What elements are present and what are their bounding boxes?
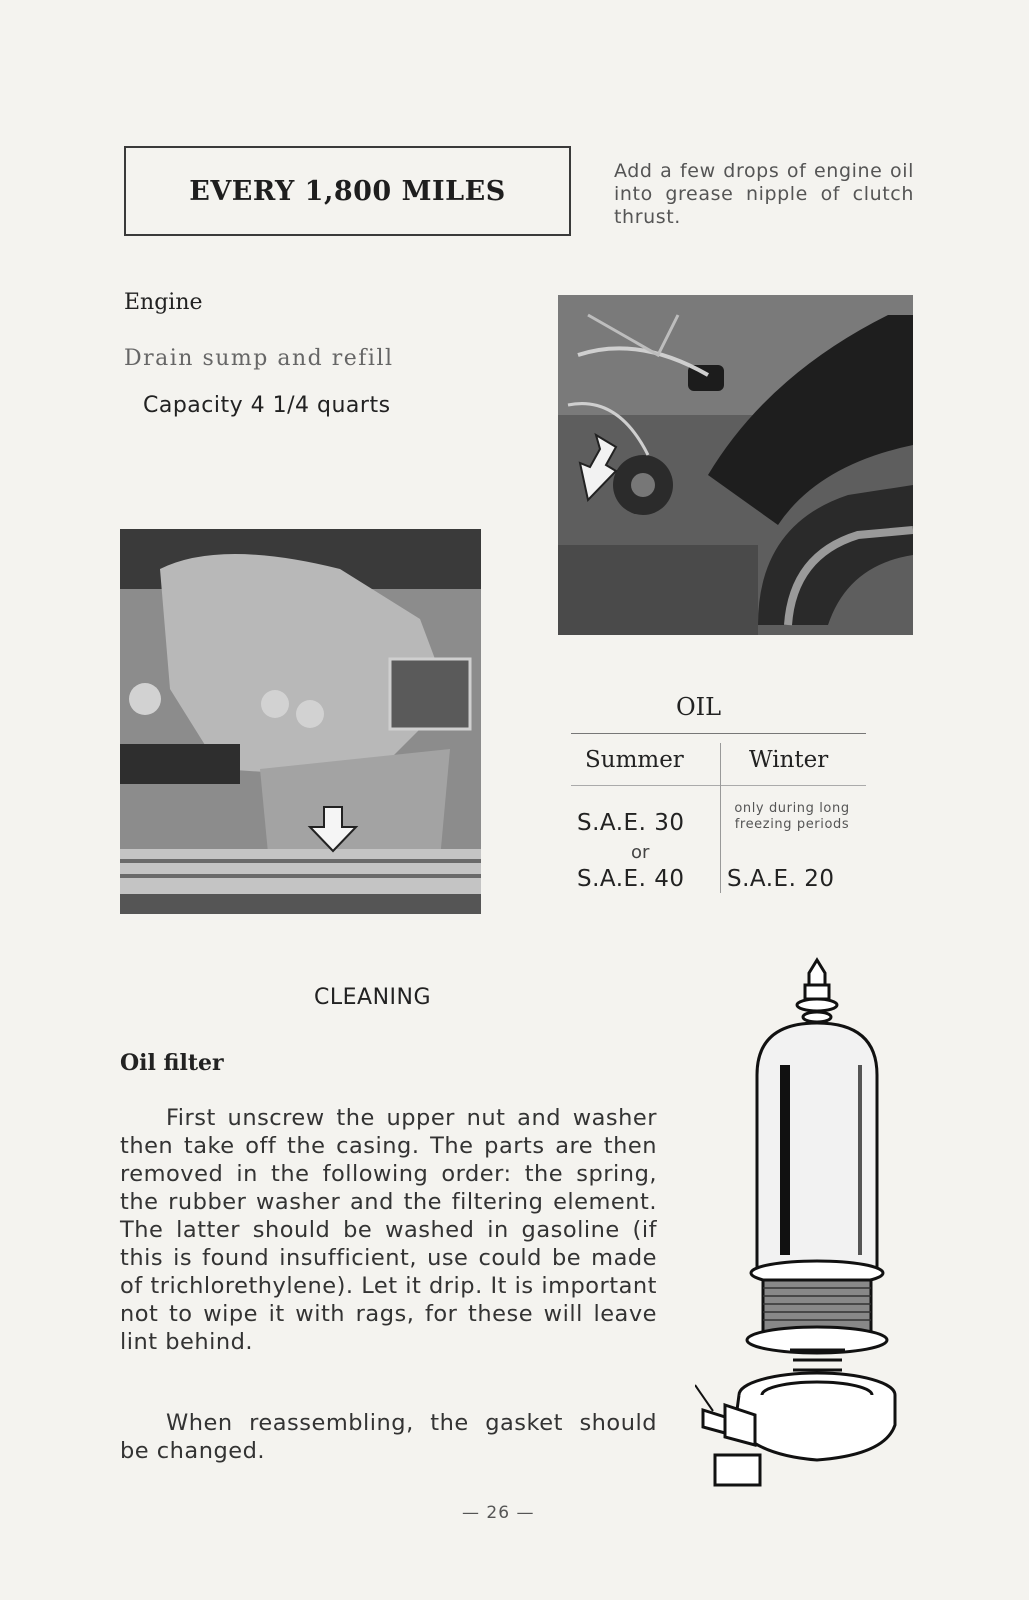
table-column-divider [720,743,721,893]
oil-table [571,733,866,898]
summer-or: or [631,842,650,863]
section-header-box [124,146,571,236]
engine-title: Engine [124,290,203,315]
table-rule-top [571,733,866,734]
clutch-note: Add a few drops of engine oil into grease nipple of clutch thrust. [614,160,914,228]
table-rule-header [571,785,866,786]
clutch-engine-photo [558,295,913,635]
column-header-winter: Winter [749,747,829,773]
engine-capacity: Capacity 4 1/4 quarts [143,393,391,418]
oil-filter-paragraph-2: When reassembling, the gasket should be changed. [120,1410,657,1464]
section-header-title: EVERY 1,800 MILES [189,175,506,207]
oil-filter-paragraph-1: First unscrew the upper nut and washer then take off the casing. The parts are then removed in the following order: the spring, the rubber washer and the filtering element. The latter should be washed in gasoline (if this is found insufficient, use could be made of trichlorethylene). Let it drip. It is important not to wipe it with rags, for these will leave lint behind. [120,1105,657,1355]
winter-note: only during long freezing periods [734,801,850,832]
oil-filter-title: Oil filter [120,1050,224,1076]
cleaning-heading: CLEANING [314,985,432,1010]
oil-filter-illustration [695,955,905,1495]
engine-sump-photo [120,529,481,914]
page-number: — 26 — [462,1503,535,1523]
summer-grade-alt: S.A.E. 40 [577,866,685,892]
oil-table-title: OIL [676,693,722,721]
winter-grade: S.A.E. 20 [727,866,835,892]
column-header-summer: Summer [585,747,684,773]
engine-instruction: Drain sump and refill [124,346,394,371]
summer-grade-primary: S.A.E. 30 [577,810,685,836]
